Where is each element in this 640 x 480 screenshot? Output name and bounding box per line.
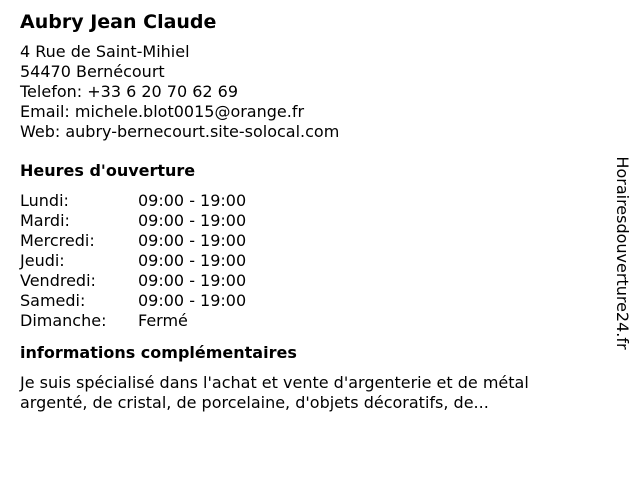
- hours-row-saturday: [20, 291, 600, 311]
- email-address[interactable]: Email: michele.blot0015@orange.fr: [20, 102, 305, 121]
- phone-number[interactable]: Telefon: +33 6 20 70 62 69: [20, 82, 239, 101]
- opening-hours-list: [20, 191, 600, 331]
- time-value: 09:00 - 19:00: [138, 211, 247, 230]
- hours-row-tuesday: [20, 211, 600, 231]
- hours-row-wednesday: [20, 231, 600, 251]
- opening-hours-heading: Heures d'ouverture: [20, 161, 196, 180]
- time-value: 09:00 - 19:00: [138, 291, 247, 310]
- day-label: Samedi:: [20, 291, 86, 310]
- day-label: Vendredi:: [20, 271, 96, 290]
- business-description: Je suis spécialisé dans l'achat et vente d'argenterie et de métal argenté, de cristal, de porcelaine, d'objets décoratifs, de...: [20, 373, 529, 412]
- hours-row-thursday: [20, 251, 600, 271]
- address-city: 54470 Bernécourt: [20, 62, 165, 81]
- day-label: Dimanche:: [20, 311, 107, 330]
- day-label: Jeudi:: [20, 251, 65, 270]
- hours-row-monday: [20, 191, 600, 211]
- address-street: 4 Rue de Saint-Mihiel: [20, 42, 190, 61]
- website-address[interactable]: Web: aubry-bernecourt.site-solocal.com: [20, 122, 340, 141]
- day-label: Lundi:: [20, 191, 69, 210]
- time-value: 09:00 - 19:00: [138, 191, 247, 210]
- time-value: Fermé: [138, 311, 188, 330]
- business-card: [20, 10, 600, 413]
- additional-info-heading: informations complémentaires: [20, 343, 297, 362]
- business-name: Aubry Jean Claude: [20, 11, 217, 33]
- site-watermark: Horairesdouverture24.fr: [613, 156, 632, 350]
- day-label: Mercredi:: [20, 231, 95, 250]
- hours-row-friday: [20, 271, 600, 291]
- contact-block: [20, 42, 600, 142]
- hours-row-sunday: [20, 311, 600, 331]
- time-value: 09:00 - 19:00: [138, 251, 247, 270]
- time-value: 09:00 - 19:00: [138, 271, 247, 290]
- time-value: 09:00 - 19:00: [138, 231, 247, 250]
- day-label: Mardi:: [20, 211, 70, 230]
